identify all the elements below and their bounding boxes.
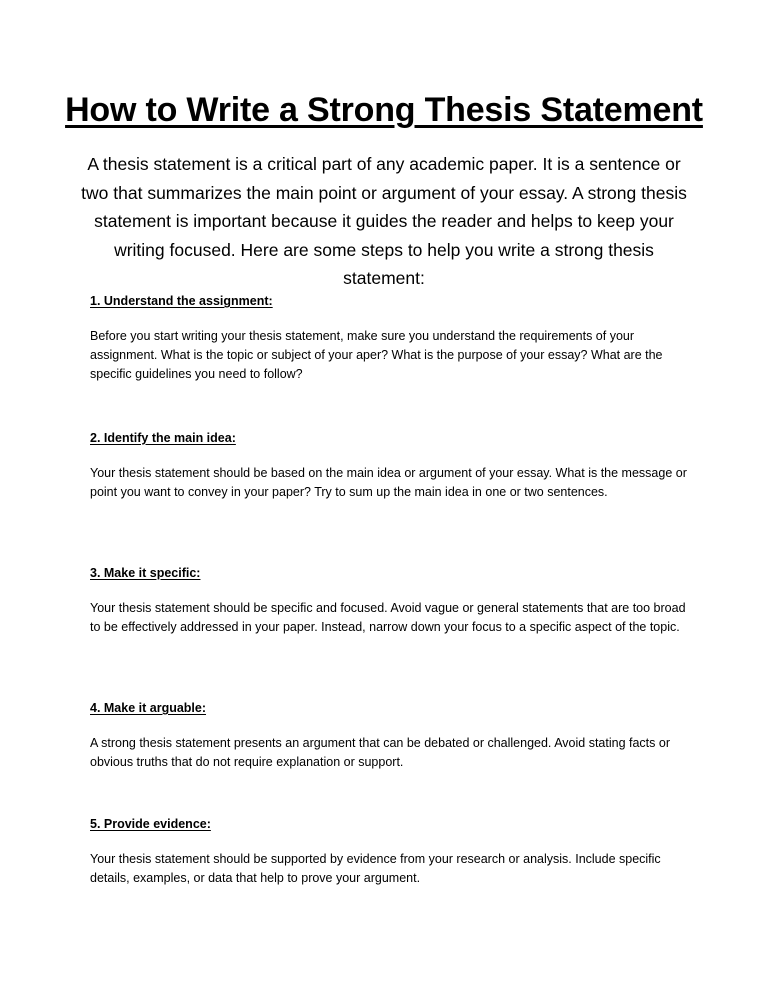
section-make-it-specific	[90, 565, 690, 637]
section-body: A strong thesis statement presents an argument that can be debated or challenged. Avoid stating facts or obvious truths that do not require explanation or support.	[90, 736, 670, 769]
section-body: Your thesis statement should be supported by evidence from your research or analysis. Include specific details, examples, or data that help to prove your argument.	[90, 852, 661, 885]
section-body: Your thesis statement should be based on the main idea or argument of your essay. What is the message or point you want to convey in your paper? Try to sum up the main idea in one or two sentences.	[90, 466, 687, 499]
section-make-it-arguable	[90, 700, 690, 772]
section-heading: 4. Make it arguable:	[90, 701, 207, 715]
section-understand-assignment	[90, 293, 690, 384]
section-heading: 2. Identify the main idea:	[90, 431, 236, 445]
section-body: Before you start writing your thesis statement, make sure you understand the requirements of your assignment. What is the topic or subject of your aper? What is the purpose of your essay? What are the specific guidelines you need to follow?	[90, 329, 663, 381]
section-body: Your thesis statement should be specific and focused. Avoid vague or general statements that are too broad to be effectively addressed in your paper. Instead, narrow down your focus to a specific aspect of the topic.	[90, 601, 686, 634]
section-heading: 3. Make it specific:	[90, 566, 201, 580]
page-title: How to Write a Strong Thesis Statement	[65, 91, 703, 129]
section-heading: 5. Provide evidence:	[90, 817, 211, 831]
section-identify-main-idea	[90, 430, 690, 502]
section-heading: 1. Understand the assignment:	[90, 294, 273, 308]
intro-paragraph: A thesis statement is a critical part of any academic paper. It is a sentence or two that summarizes the main point or argument of your essay. A strong thesis statement is important because it guides the reader and helps to keep your writing focused. Here are some steps to help you write a strong thesis statement:	[81, 154, 687, 288]
section-provide-evidence	[90, 816, 690, 888]
